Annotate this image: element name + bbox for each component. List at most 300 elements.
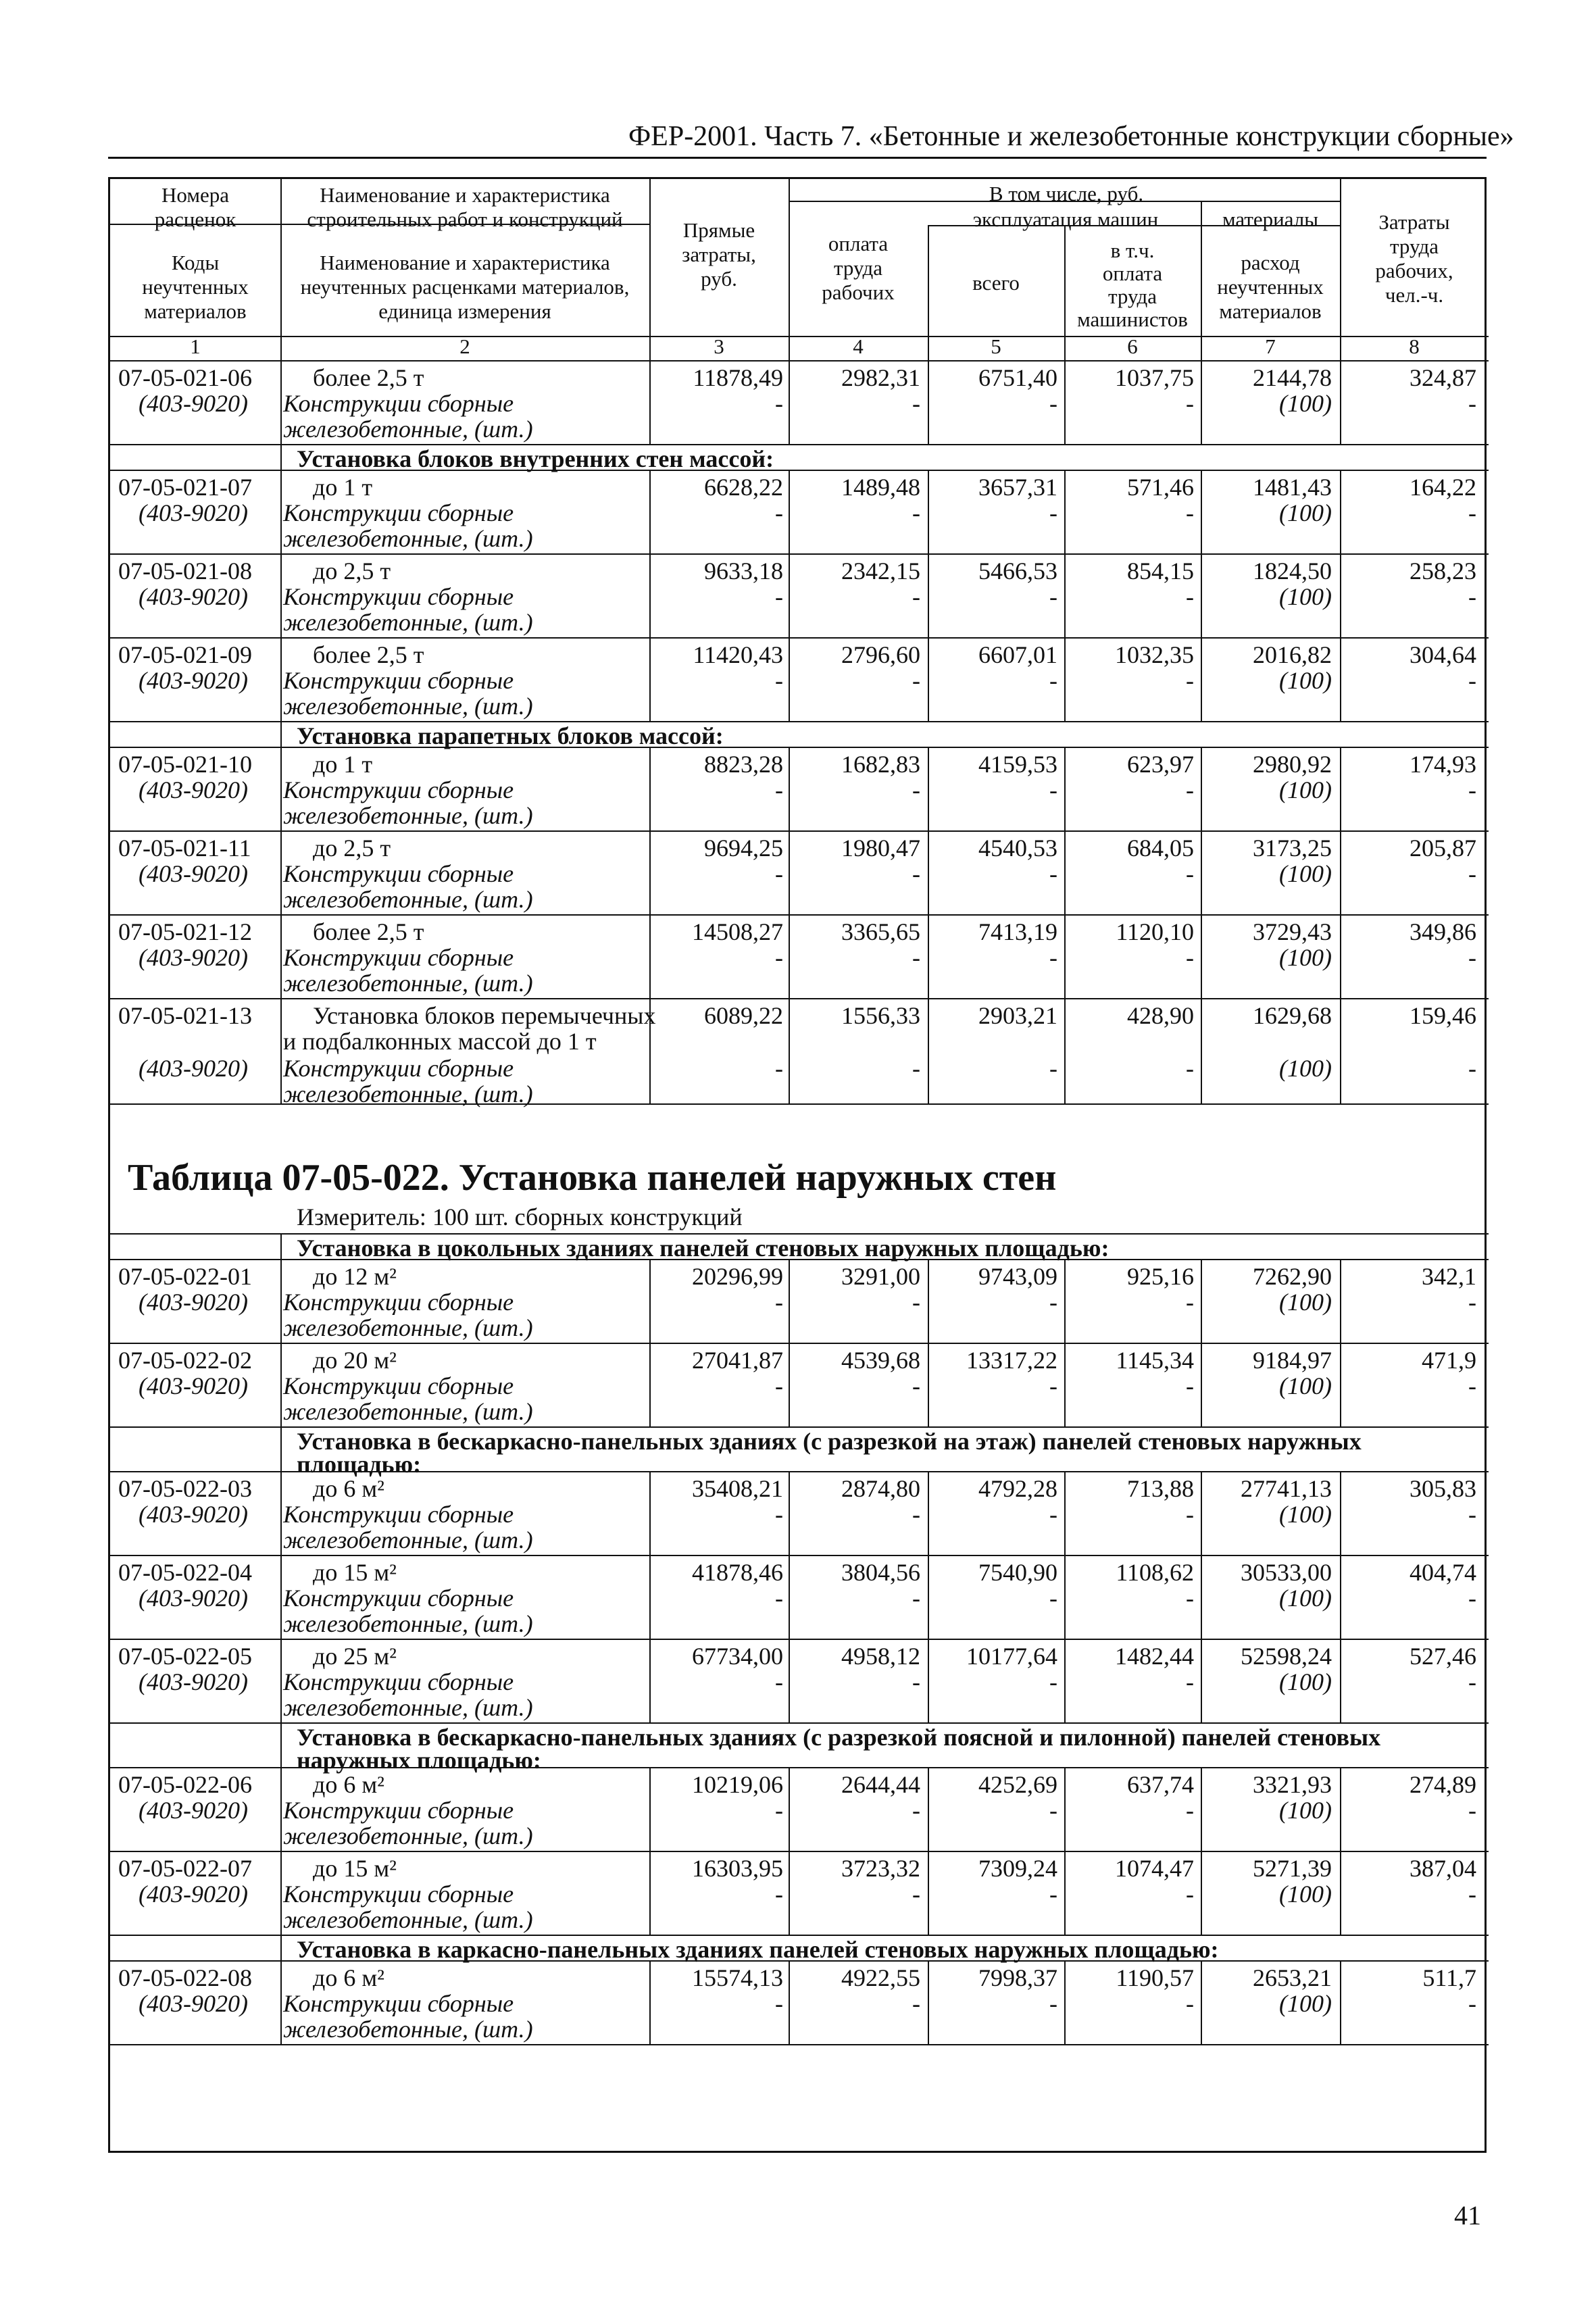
empty-dash: - bbox=[775, 1668, 783, 1695]
empty-dash: - bbox=[1468, 1881, 1476, 1908]
column-divider bbox=[928, 1767, 929, 1851]
cell-value: 9633,18 bbox=[704, 557, 783, 584]
row-divider bbox=[110, 1555, 1489, 1556]
row-divider bbox=[110, 1767, 1489, 1768]
cell-value: 13317,22 bbox=[966, 1347, 1057, 1374]
empty-dash: - bbox=[912, 1289, 920, 1316]
column-divider bbox=[1340, 747, 1341, 830]
rate-code: 07-05-021-09 bbox=[118, 641, 252, 668]
material-qty: (100) bbox=[1279, 944, 1332, 971]
material-name: железобетонные, (шт.) bbox=[283, 970, 533, 997]
work-name: до 6 м² bbox=[313, 1475, 384, 1502]
column-divider bbox=[789, 1639, 790, 1722]
work-name: более 2,5 т bbox=[313, 364, 424, 391]
empty-dash: - bbox=[1186, 499, 1194, 526]
column-divider bbox=[1340, 1343, 1341, 1426]
material-name: Конструкции сборные bbox=[283, 1055, 514, 1082]
empty-dash: - bbox=[1468, 1372, 1476, 1399]
material-qty: (100) bbox=[1279, 1881, 1332, 1908]
column-divider bbox=[1201, 1639, 1202, 1722]
empty-dash: - bbox=[1049, 390, 1057, 417]
row-divider bbox=[110, 1960, 1489, 1962]
cell-value: 5271,39 bbox=[1253, 1855, 1332, 1882]
cell-value: 3729,43 bbox=[1253, 918, 1332, 945]
empty-dash: - bbox=[1186, 583, 1194, 610]
material-code: (403-9020) bbox=[139, 1797, 248, 1824]
material-code: (403-9020) bbox=[139, 1289, 248, 1316]
cell-value: 2874,80 bbox=[841, 1475, 920, 1502]
empty-dash: - bbox=[1049, 1055, 1057, 1082]
empty-dash: - bbox=[775, 1372, 783, 1399]
work-name: Установка блоков перемычечных bbox=[313, 1002, 656, 1029]
work-name: более 2,5 т bbox=[313, 641, 424, 668]
cell-value: 6607,01 bbox=[978, 641, 1057, 668]
section-heading: Установка в цокольных зданиях панелей стеновых наружных площадью: bbox=[297, 1235, 1109, 1262]
empty-dash: - bbox=[912, 1990, 920, 2017]
column-divider bbox=[649, 1555, 651, 1639]
row-divider bbox=[110, 553, 1489, 555]
column-divider bbox=[649, 830, 651, 914]
work-name: до 6 м² bbox=[313, 1964, 384, 1991]
section-heading: наружных площадью: bbox=[297, 1747, 541, 1774]
material-name: Конструкции сборные bbox=[283, 1501, 514, 1528]
rates-table bbox=[108, 177, 1487, 2153]
empty-dash: - bbox=[1468, 1289, 1476, 1316]
empty-dash: - bbox=[1186, 776, 1194, 803]
cell-value: 471,9 bbox=[1422, 1347, 1476, 1374]
column-divider bbox=[1340, 179, 1341, 360]
material-name: Конструкции сборные bbox=[283, 1668, 514, 1695]
empty-dash: - bbox=[1049, 1881, 1057, 1908]
empty-dash: - bbox=[775, 1797, 783, 1824]
column-divider bbox=[1064, 553, 1066, 637]
work-name: до 2,5 т bbox=[313, 557, 391, 584]
empty-dash: - bbox=[912, 499, 920, 526]
rate-code: 07-05-022-01 bbox=[118, 1263, 252, 1290]
column-divider bbox=[1064, 1639, 1066, 1722]
column-divider bbox=[928, 1343, 929, 1426]
empty-dash: - bbox=[1468, 390, 1476, 417]
cell-value: 342,1 bbox=[1422, 1263, 1476, 1290]
column-divider bbox=[1201, 998, 1202, 1103]
work-name: до 6 м² bbox=[313, 1771, 384, 1798]
cell-value: 2796,60 bbox=[841, 641, 920, 668]
empty-dash: - bbox=[1049, 1289, 1057, 1316]
column-divider bbox=[928, 998, 929, 1103]
column-number: 8 bbox=[1409, 334, 1420, 358]
measure-unit: Измеритель: 100 шт. сборных конструкций bbox=[297, 1203, 743, 1230]
material-code: (403-9020) bbox=[139, 1501, 248, 1528]
column-divider bbox=[280, 1233, 282, 1259]
column-divider bbox=[1064, 914, 1066, 998]
column-divider bbox=[280, 1722, 282, 1767]
header-col8: Затраты bbox=[1378, 210, 1450, 234]
header-divider bbox=[110, 224, 649, 225]
empty-dash: - bbox=[912, 944, 920, 971]
cell-value: 571,46 bbox=[1127, 474, 1194, 501]
column-divider bbox=[789, 1960, 790, 2044]
cell-value: 2980,92 bbox=[1253, 751, 1332, 778]
cell-value: 27041,87 bbox=[692, 1347, 783, 1374]
cell-value: 324,87 bbox=[1410, 364, 1476, 391]
cell-value: 16303,95 bbox=[692, 1855, 783, 1882]
column-divider bbox=[1340, 1767, 1341, 1851]
material-qty: (100) bbox=[1279, 1372, 1332, 1399]
cell-value: 1556,33 bbox=[841, 1002, 920, 1029]
cell-value: 684,05 bbox=[1127, 835, 1194, 862]
column-divider bbox=[789, 1555, 790, 1639]
cell-value: 637,74 bbox=[1127, 1771, 1194, 1798]
column-divider bbox=[1201, 914, 1202, 998]
cell-value: 2644,44 bbox=[841, 1771, 920, 1798]
column-divider bbox=[789, 1767, 790, 1851]
empty-dash: - bbox=[1186, 1289, 1194, 1316]
column-divider bbox=[280, 1960, 282, 2044]
work-name: до 1 т bbox=[313, 751, 373, 778]
column-divider bbox=[1064, 470, 1066, 553]
header-col4: рабочих bbox=[822, 280, 895, 304]
cell-value: 3321,93 bbox=[1253, 1771, 1332, 1798]
cell-value: 387,04 bbox=[1410, 1855, 1476, 1882]
empty-dash: - bbox=[1049, 583, 1057, 610]
cell-value: 7998,37 bbox=[978, 1964, 1057, 1991]
empty-dash: - bbox=[912, 860, 920, 887]
rate-code: 07-05-021-10 bbox=[118, 751, 252, 778]
header-col1-bottom: Коды bbox=[171, 251, 220, 274]
header-col6: машинистов bbox=[1077, 307, 1188, 331]
material-qty: (100) bbox=[1279, 1668, 1332, 1695]
empty-dash: - bbox=[1186, 390, 1194, 417]
material-name: Конструкции сборные bbox=[283, 499, 514, 526]
column-divider bbox=[928, 553, 929, 637]
cell-value: 304,64 bbox=[1410, 641, 1476, 668]
column-divider bbox=[1340, 1555, 1341, 1639]
empty-dash: - bbox=[912, 667, 920, 694]
column-divider bbox=[789, 1343, 790, 1426]
header-divider bbox=[110, 360, 1489, 362]
column-divider bbox=[789, 179, 790, 360]
empty-dash: - bbox=[1049, 1990, 1057, 2017]
page-number: 41 bbox=[1454, 2200, 1481, 2231]
cell-value: 1489,48 bbox=[841, 474, 920, 501]
cell-value: 3657,31 bbox=[978, 474, 1057, 501]
work-name: до 25 м² bbox=[313, 1643, 397, 1670]
column-divider bbox=[928, 1851, 929, 1935]
work-name: до 20 м² bbox=[313, 1347, 397, 1374]
empty-dash: - bbox=[1468, 1501, 1476, 1528]
empty-dash: - bbox=[1468, 667, 1476, 694]
cell-value: 67734,00 bbox=[692, 1643, 783, 1670]
row-divider bbox=[110, 1471, 1489, 1472]
column-divider bbox=[280, 470, 282, 553]
material-code: (403-9020) bbox=[139, 1585, 248, 1612]
material-name: железобетонные, (шт.) bbox=[283, 525, 533, 552]
column-divider bbox=[280, 1471, 282, 1555]
column-divider bbox=[928, 637, 929, 721]
material-name: Конструкции сборные bbox=[283, 1797, 514, 1824]
header-col3: Прямые bbox=[682, 218, 755, 242]
material-code: (403-9020) bbox=[139, 667, 248, 694]
cell-value: 274,89 bbox=[1410, 1771, 1476, 1798]
column-divider bbox=[649, 553, 651, 637]
column-number: 6 bbox=[1127, 334, 1138, 358]
column-divider bbox=[649, 1767, 651, 1851]
cell-value: 1824,50 bbox=[1253, 557, 1332, 584]
material-qty: (100) bbox=[1279, 499, 1332, 526]
cell-value: 2016,82 bbox=[1253, 641, 1332, 668]
work-name: до 2,5 т bbox=[313, 835, 391, 862]
material-code: (403-9020) bbox=[139, 1990, 248, 2017]
empty-dash: - bbox=[1468, 1055, 1476, 1082]
material-name: Конструкции сборные bbox=[283, 1372, 514, 1399]
material-code: (403-9020) bbox=[139, 583, 248, 610]
empty-dash: - bbox=[912, 1585, 920, 1612]
empty-dash: - bbox=[775, 1289, 783, 1316]
cell-value: 10219,06 bbox=[692, 1771, 783, 1798]
cell-value: 1190,57 bbox=[1116, 1964, 1194, 1991]
cell-value: 527,46 bbox=[1410, 1643, 1476, 1670]
column-divider bbox=[1340, 637, 1341, 721]
material-qty: (100) bbox=[1279, 583, 1332, 610]
cell-value: 2342,15 bbox=[841, 557, 920, 584]
cell-value: 35408,21 bbox=[692, 1475, 783, 1502]
header-machines-label: эксплуатация машин bbox=[972, 207, 1159, 231]
section-heading: Установка в бескаркасно-панельных зданиях (с разрезкой поясной и пилонной) панелей стеновых bbox=[297, 1724, 1381, 1751]
column-divider bbox=[1201, 1343, 1202, 1426]
material-qty: (100) bbox=[1279, 776, 1332, 803]
row-divider bbox=[110, 1639, 1489, 1640]
material-name: железобетонные, (шт.) bbox=[283, 1694, 533, 1721]
cell-value: 20296,99 bbox=[692, 1263, 783, 1290]
material-name: железобетонные, (шт.) bbox=[283, 1080, 533, 1107]
row-divider bbox=[110, 1343, 1489, 1344]
empty-dash: - bbox=[1468, 1668, 1476, 1695]
column-divider bbox=[928, 1639, 929, 1722]
column-divider bbox=[1064, 998, 1066, 1103]
empty-dash: - bbox=[912, 583, 920, 610]
column-divider bbox=[789, 1259, 790, 1343]
material-qty: (100) bbox=[1279, 390, 1332, 417]
empty-dash: - bbox=[775, 1990, 783, 2017]
empty-dash: - bbox=[775, 667, 783, 694]
column-divider bbox=[649, 747, 651, 830]
cell-value: 349,86 bbox=[1410, 918, 1476, 945]
empty-dash: - bbox=[1468, 1585, 1476, 1612]
cell-value: 52598,24 bbox=[1241, 1643, 1332, 1670]
column-divider bbox=[1064, 1960, 1066, 2044]
cell-value: 1037,75 bbox=[1115, 364, 1194, 391]
cell-value: 4958,12 bbox=[841, 1643, 920, 1670]
column-divider bbox=[928, 1555, 929, 1639]
empty-dash: - bbox=[775, 776, 783, 803]
column-divider bbox=[1201, 1471, 1202, 1555]
work-name: до 15 м² bbox=[313, 1855, 397, 1882]
column-divider bbox=[928, 1960, 929, 2044]
header-col2-top: строительных работ и конструкций bbox=[307, 207, 623, 231]
column-divider bbox=[928, 747, 929, 830]
empty-dash: - bbox=[912, 1501, 920, 1528]
cell-value: 8823,28 bbox=[704, 751, 783, 778]
header-rule bbox=[108, 157, 1487, 159]
empty-dash: - bbox=[1468, 1797, 1476, 1824]
column-divider bbox=[1201, 830, 1202, 914]
header-col6: оплата bbox=[1102, 262, 1163, 285]
material-name: Конструкции сборные bbox=[283, 667, 514, 694]
column-divider bbox=[280, 1343, 282, 1426]
empty-dash: - bbox=[1049, 1501, 1057, 1528]
column-divider bbox=[1064, 1851, 1066, 1935]
header-col8: чел.-ч. bbox=[1385, 283, 1444, 307]
material-name: железобетонные, (шт.) bbox=[283, 1398, 533, 1425]
empty-dash: - bbox=[1186, 944, 1194, 971]
empty-dash: - bbox=[1186, 860, 1194, 887]
row-divider bbox=[110, 470, 1489, 471]
work-name: более 2,5 т bbox=[313, 918, 424, 945]
cell-value: 4252,69 bbox=[978, 1771, 1057, 1798]
header-col6: труда bbox=[1107, 284, 1157, 308]
rate-code: 07-05-021-07 bbox=[118, 474, 252, 501]
empty-dash: - bbox=[1049, 1372, 1057, 1399]
column-divider bbox=[1201, 360, 1202, 444]
header-col1-top: расценок bbox=[154, 207, 236, 231]
cell-value: 7413,19 bbox=[978, 918, 1057, 945]
rate-code: 07-05-022-04 bbox=[118, 1559, 252, 1586]
column-divider bbox=[1064, 1343, 1066, 1426]
material-code: (403-9020) bbox=[139, 1668, 248, 1695]
cell-value: 9743,09 bbox=[978, 1263, 1057, 1290]
material-name: Конструкции сборные bbox=[283, 776, 514, 803]
empty-dash: - bbox=[775, 944, 783, 971]
cell-value: 404,74 bbox=[1410, 1559, 1476, 1586]
row-divider bbox=[110, 1259, 1489, 1260]
rate-code: 07-05-022-05 bbox=[118, 1643, 252, 1670]
header-col5: всего bbox=[972, 271, 1020, 295]
header-col2-top: Наименование и характеристика bbox=[320, 183, 610, 207]
empty-dash: - bbox=[1049, 944, 1057, 971]
work-name: до 15 м² bbox=[313, 1559, 397, 1586]
empty-dash: - bbox=[775, 499, 783, 526]
work-name: до 1 т bbox=[313, 474, 373, 501]
column-number: 2 bbox=[459, 334, 470, 358]
cell-value: 14508,27 bbox=[692, 918, 783, 945]
column-divider bbox=[280, 1767, 282, 1851]
header-col2-bottom: единица измерения bbox=[378, 299, 551, 323]
cell-value: 258,23 bbox=[1410, 557, 1476, 584]
column-number: 4 bbox=[853, 334, 864, 358]
material-name: железобетонные, (шт.) bbox=[283, 609, 533, 636]
material-name: Конструкции сборные bbox=[283, 390, 514, 417]
column-divider bbox=[1064, 637, 1066, 721]
empty-dash: - bbox=[1186, 1881, 1194, 1908]
cell-value: 1629,68 bbox=[1253, 1002, 1332, 1029]
header-col1-bottom: неучтенных bbox=[142, 275, 249, 299]
section-heading: Установка в бескаркасно-панельных зданиях (с разрезкой на этаж) панелей стеновых наружных bbox=[297, 1428, 1362, 1455]
column-divider bbox=[280, 1935, 282, 1960]
header-divider bbox=[928, 225, 1340, 226]
cell-value: 30533,00 bbox=[1241, 1559, 1332, 1586]
column-divider bbox=[280, 1426, 282, 1471]
empty-dash: - bbox=[1049, 1668, 1057, 1695]
material-qty: (100) bbox=[1279, 1289, 1332, 1316]
column-divider bbox=[280, 1851, 282, 1935]
column-divider bbox=[280, 360, 282, 444]
column-divider bbox=[928, 470, 929, 553]
material-name: Конструкции сборные bbox=[283, 860, 514, 887]
rate-code: 07-05-021-13 bbox=[118, 1002, 252, 1029]
empty-dash: - bbox=[1049, 776, 1057, 803]
column-divider bbox=[928, 225, 929, 360]
cell-value: 1032,35 bbox=[1115, 641, 1194, 668]
material-code: (403-9020) bbox=[139, 860, 248, 887]
cell-value: 6751,40 bbox=[978, 364, 1057, 391]
column-divider bbox=[649, 1343, 651, 1426]
column-divider bbox=[1201, 1259, 1202, 1343]
rate-code: 07-05-021-08 bbox=[118, 557, 252, 584]
empty-dash: - bbox=[1186, 1797, 1194, 1824]
cell-value: 6628,22 bbox=[704, 474, 783, 501]
cell-value: 4159,53 bbox=[978, 751, 1057, 778]
material-name: железобетонные, (шт.) bbox=[283, 693, 533, 720]
header-col7: неучтенных bbox=[1217, 275, 1324, 299]
header-col3: руб. bbox=[701, 267, 737, 291]
column-divider bbox=[1201, 470, 1202, 553]
column-divider bbox=[1340, 914, 1341, 998]
cell-value: 7540,90 bbox=[978, 1559, 1057, 1586]
column-divider bbox=[789, 747, 790, 830]
empty-dash: - bbox=[912, 1881, 920, 1908]
column-divider bbox=[649, 179, 651, 360]
column-divider bbox=[1340, 470, 1341, 553]
empty-dash: - bbox=[1468, 944, 1476, 971]
empty-dash: - bbox=[1049, 1585, 1057, 1612]
material-qty: (100) bbox=[1279, 1585, 1332, 1612]
column-divider bbox=[928, 830, 929, 914]
column-divider bbox=[1064, 830, 1066, 914]
cell-value: 3804,56 bbox=[841, 1559, 920, 1586]
empty-dash: - bbox=[1468, 1990, 1476, 2017]
column-divider bbox=[789, 553, 790, 637]
column-divider bbox=[1201, 1851, 1202, 1935]
work-name-line2: и подбалконных массой до 1 т bbox=[283, 1028, 597, 1055]
cell-value: 4792,28 bbox=[978, 1475, 1057, 1502]
material-name: Конструкции сборные bbox=[283, 1585, 514, 1612]
section-heading: площадью: bbox=[297, 1451, 422, 1478]
header-materials-label: материалы bbox=[1222, 207, 1319, 231]
column-divider bbox=[789, 1471, 790, 1555]
cell-value: 7309,24 bbox=[978, 1855, 1057, 1882]
cell-value: 1120,10 bbox=[1116, 918, 1194, 945]
column-divider bbox=[280, 444, 282, 470]
cell-value: 9694,25 bbox=[704, 835, 783, 862]
material-name: железобетонные, (шт.) bbox=[283, 1822, 533, 1849]
column-divider bbox=[1064, 1471, 1066, 1555]
cell-value: 925,16 bbox=[1127, 1263, 1194, 1290]
column-divider bbox=[1064, 1767, 1066, 1851]
column-divider bbox=[649, 1471, 651, 1555]
material-qty: (100) bbox=[1279, 860, 1332, 887]
cell-value: 428,90 bbox=[1127, 1002, 1194, 1029]
cell-value: 3291,00 bbox=[841, 1263, 920, 1290]
cell-value: 11878,49 bbox=[693, 364, 783, 391]
cell-value: 623,97 bbox=[1127, 751, 1194, 778]
cell-value: 41878,46 bbox=[692, 1559, 783, 1586]
column-divider bbox=[280, 179, 282, 360]
rate-code: 07-05-021-11 bbox=[118, 835, 251, 862]
column-divider bbox=[280, 1639, 282, 1722]
section-heading: Установка в каркасно-панельных зданиях панелей стеновых наружных площадью: bbox=[297, 1936, 1219, 1963]
column-divider bbox=[1340, 1259, 1341, 1343]
column-divider bbox=[649, 1960, 651, 2044]
